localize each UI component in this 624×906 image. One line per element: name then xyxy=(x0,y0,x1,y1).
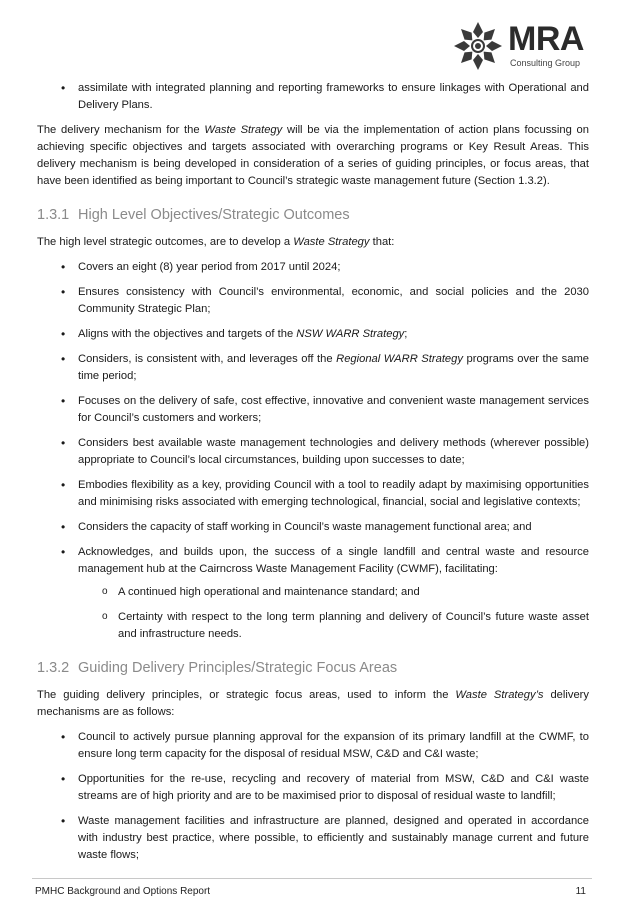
page-number: 11 xyxy=(575,886,586,897)
gear-flower-icon xyxy=(450,18,506,74)
list-item: • Considers, is consistent with, and leverages off the Regional WARR Strategy programs over the same time period; xyxy=(37,351,589,385)
footer-title: PMHC Background and Options Report xyxy=(35,886,211,897)
principles-list xyxy=(37,729,589,864)
list-item: • Council to actively pursue planning approval for the expansion of its primary landfill at the CWMF, to ensure long term capacity for the disposal of residual MSW, C&D and C&I waste; xyxy=(37,729,589,763)
list-item: • Waste management facilities and infrastructure are planned, designed and operated in accordance with industry best practice, where possible, to efficiently and sustainably manage current and future waste flows; xyxy=(37,813,589,864)
section-heading-1-3-2: 1.3.2 Guiding Delivery Principles/Strategic Focus Areas xyxy=(37,660,398,676)
delivery-paragraph: The delivery mechanism for the Waste Strategy will be via the implementation of action plans focussing on achieving specific objectives and targets associated with overarching programs or Key Result Areas. This delivery mechanism is being developed in consideration of a series of guiding principles, or focus areas, that have been identified as being important to Council’s strategic waste management future (Section 1.3.2). xyxy=(37,124,590,187)
list-item: • Embodies flexibility as a key, providing Council with a tool to readily adapt by maximising opportunities and minimising risks associated with emerging technological, financial, social and legislative contexts; xyxy=(37,477,589,511)
list-item: • Considers best available waste management technologies and delivery methods (wherever possible) appropriate to Council’s local circumstances, building upon successes to date; xyxy=(37,435,589,469)
footer-divider xyxy=(32,878,592,879)
list-item: • assimilate with integrated planning and reporting frameworks to ensure linkages with Operational and Delivery Plans. xyxy=(37,80,589,114)
logo-subtitle: Consulting Group xyxy=(510,58,581,68)
list-item: • Opportunities for the re-use, recycling and recovery of material from MSW, C&D and C&I waste streams are of high priority and are to be maximised prior to disposal of residual waste to landfill; xyxy=(37,771,589,805)
section-heading-1-3-1: 1.3.1 High Level Objectives/Strategic Outcomes xyxy=(37,207,350,223)
sub-list xyxy=(78,584,589,643)
list-item: • Considers the capacity of staff working in Council’s waste management functional area; and xyxy=(37,519,589,536)
list-item: • Covers an eight (8) year period from 2017 until 2024; xyxy=(37,259,589,276)
company-logo xyxy=(450,18,610,74)
list-item: • Ensures consistency with Council’s environmental, economic, and social policies and the 2030 Community Strategic Plan; xyxy=(37,284,589,318)
sub-list-item: o A continued high operational and maintenance standard; and xyxy=(78,584,589,601)
list-item: • Aligns with the objectives and targets of the NSW WARR Strategy; xyxy=(37,326,589,343)
logo-name: MRA xyxy=(508,20,584,58)
body-content xyxy=(37,80,589,872)
section2-intro: The guiding delivery principles, or strategic focus areas, used to inform the Waste Strategy’s delivery mechanisms are as follows: xyxy=(37,689,589,718)
sub-list-item: o Certainty with respect to the long term planning and delivery of Council’s future waste asset and infrastructure needs. xyxy=(78,609,589,643)
intro-list xyxy=(37,80,589,114)
list-item: • Acknowledges, and builds upon, the success of a single landfill and central waste and resource management hub at the Cairncross Waste Management Facility (CWMF), facilitating: o A continued high operational and maintenance standard; and o Certainty with respect to the long term planning and delivery of Council’s future waste asset and infrastructure needs. xyxy=(37,544,589,643)
section1-intro: The high level strategic outcomes, are to develop a Waste Strategy that: xyxy=(37,236,395,248)
outcomes-list xyxy=(37,259,589,643)
list-item: • Focuses on the delivery of safe, cost effective, innovative and convenient waste management services for Council’s customers and workers; xyxy=(37,393,589,427)
